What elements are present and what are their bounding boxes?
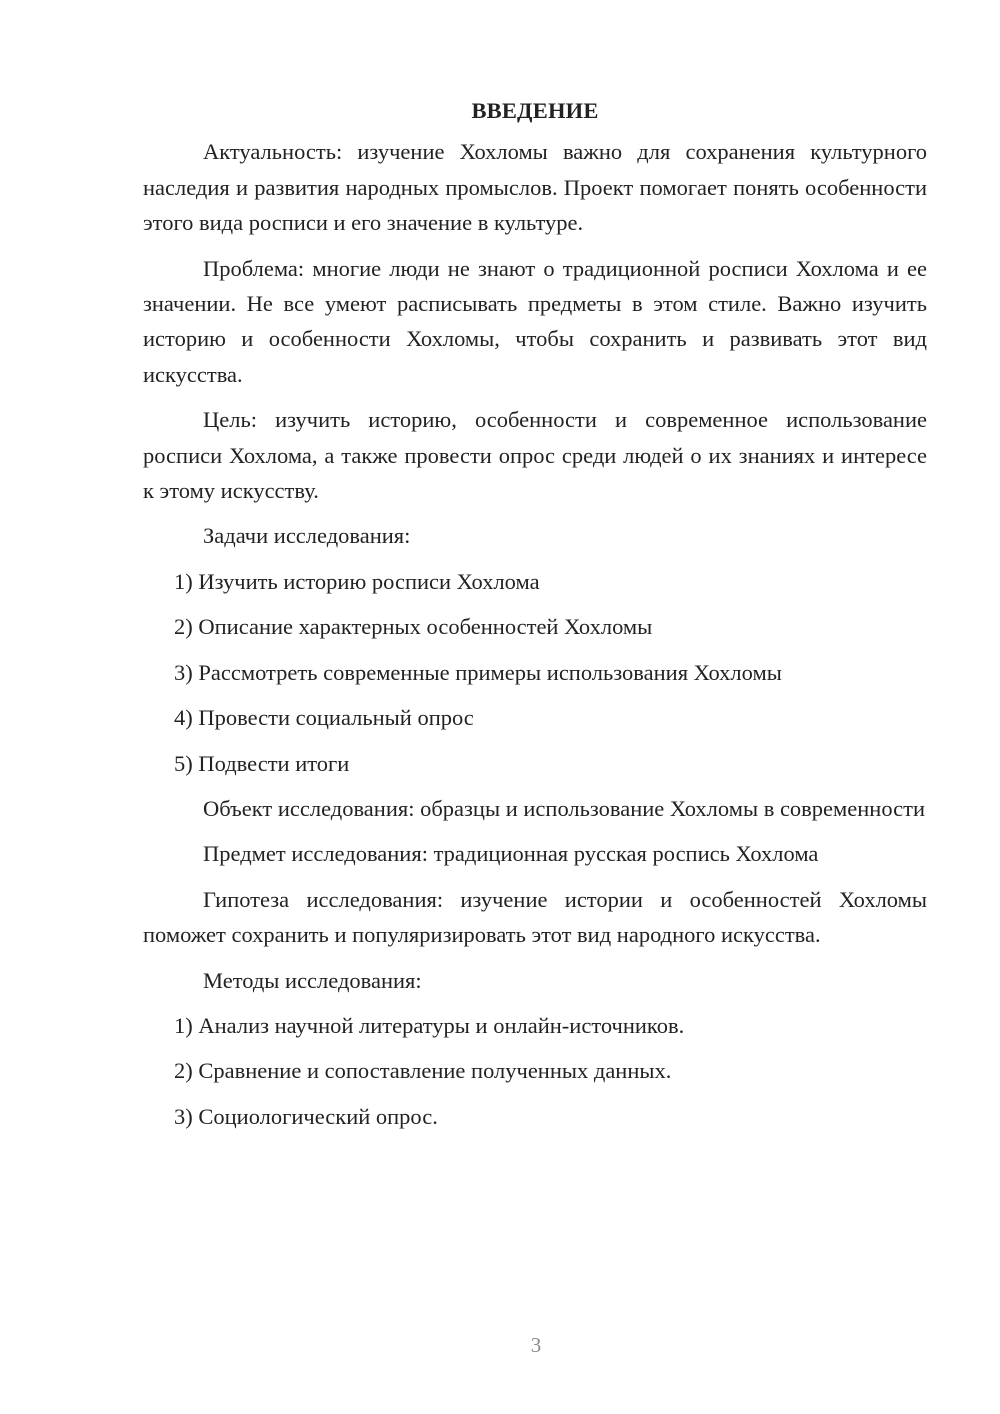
section-heading: ВВЕДЕНИЕ: [471, 98, 599, 123]
task-item: 1) Изучить историю росписи Хохлома: [174, 568, 540, 594]
methods-title: Методы исследования:: [203, 967, 422, 993]
subject-paragraph: Предмет исследования: традиционная русская роспись Хохлома: [203, 841, 819, 867]
problem-paragraph: Проблема: многие люди не знают о традиционной росписи Хохлома и ее значении. Не все умеют расписывать предметы в этом стиле. Важно изучить историю и особенности Хохломы, чтобы сохранить и развивать этот вид искусства.: [143, 255, 927, 387]
task-item: 5) Подвести итоги: [174, 750, 350, 776]
hypothesis-paragraph: Гипотеза исследования: изучение истории и особенностей Хохломы поможет сохранить и популяризировать этот вид народного искусства.: [143, 886, 927, 948]
page-content: [143, 93, 927, 1144]
task-item: 4) Провести социальный опрос: [174, 705, 474, 731]
page-number: 3: [530, 1333, 542, 1357]
method-item: 1) Анализ научной литературы и онлайн-источников.: [174, 1012, 685, 1038]
object-paragraph: Объект исследования: образцы и использование Хохломы в современности: [203, 795, 926, 821]
task-item: 3) Рассмотреть современные примеры использования Хохломы: [174, 659, 782, 685]
relevance-paragraph: Актуальность: изучение Хохломы важно для сохранения культурного наследия и развития народных промыслов. Проект помогает понять особенности этого вида росписи и его значение в культуре.: [143, 139, 927, 236]
tasks-title: Задачи исследования:: [203, 523, 411, 549]
task-item: 2) Описание характерных особенностей Хохломы: [174, 614, 653, 640]
method-item: 3) Социологический опрос.: [174, 1103, 438, 1129]
method-item: 2) Сравнение и сопоставление полученных данных.: [174, 1058, 672, 1084]
goal-paragraph: Цель: изучить историю, особенности и современное использование росписи Хохлома, а также провести опрос среди людей о их знаниях и интересе к этому искусству.: [143, 407, 927, 504]
